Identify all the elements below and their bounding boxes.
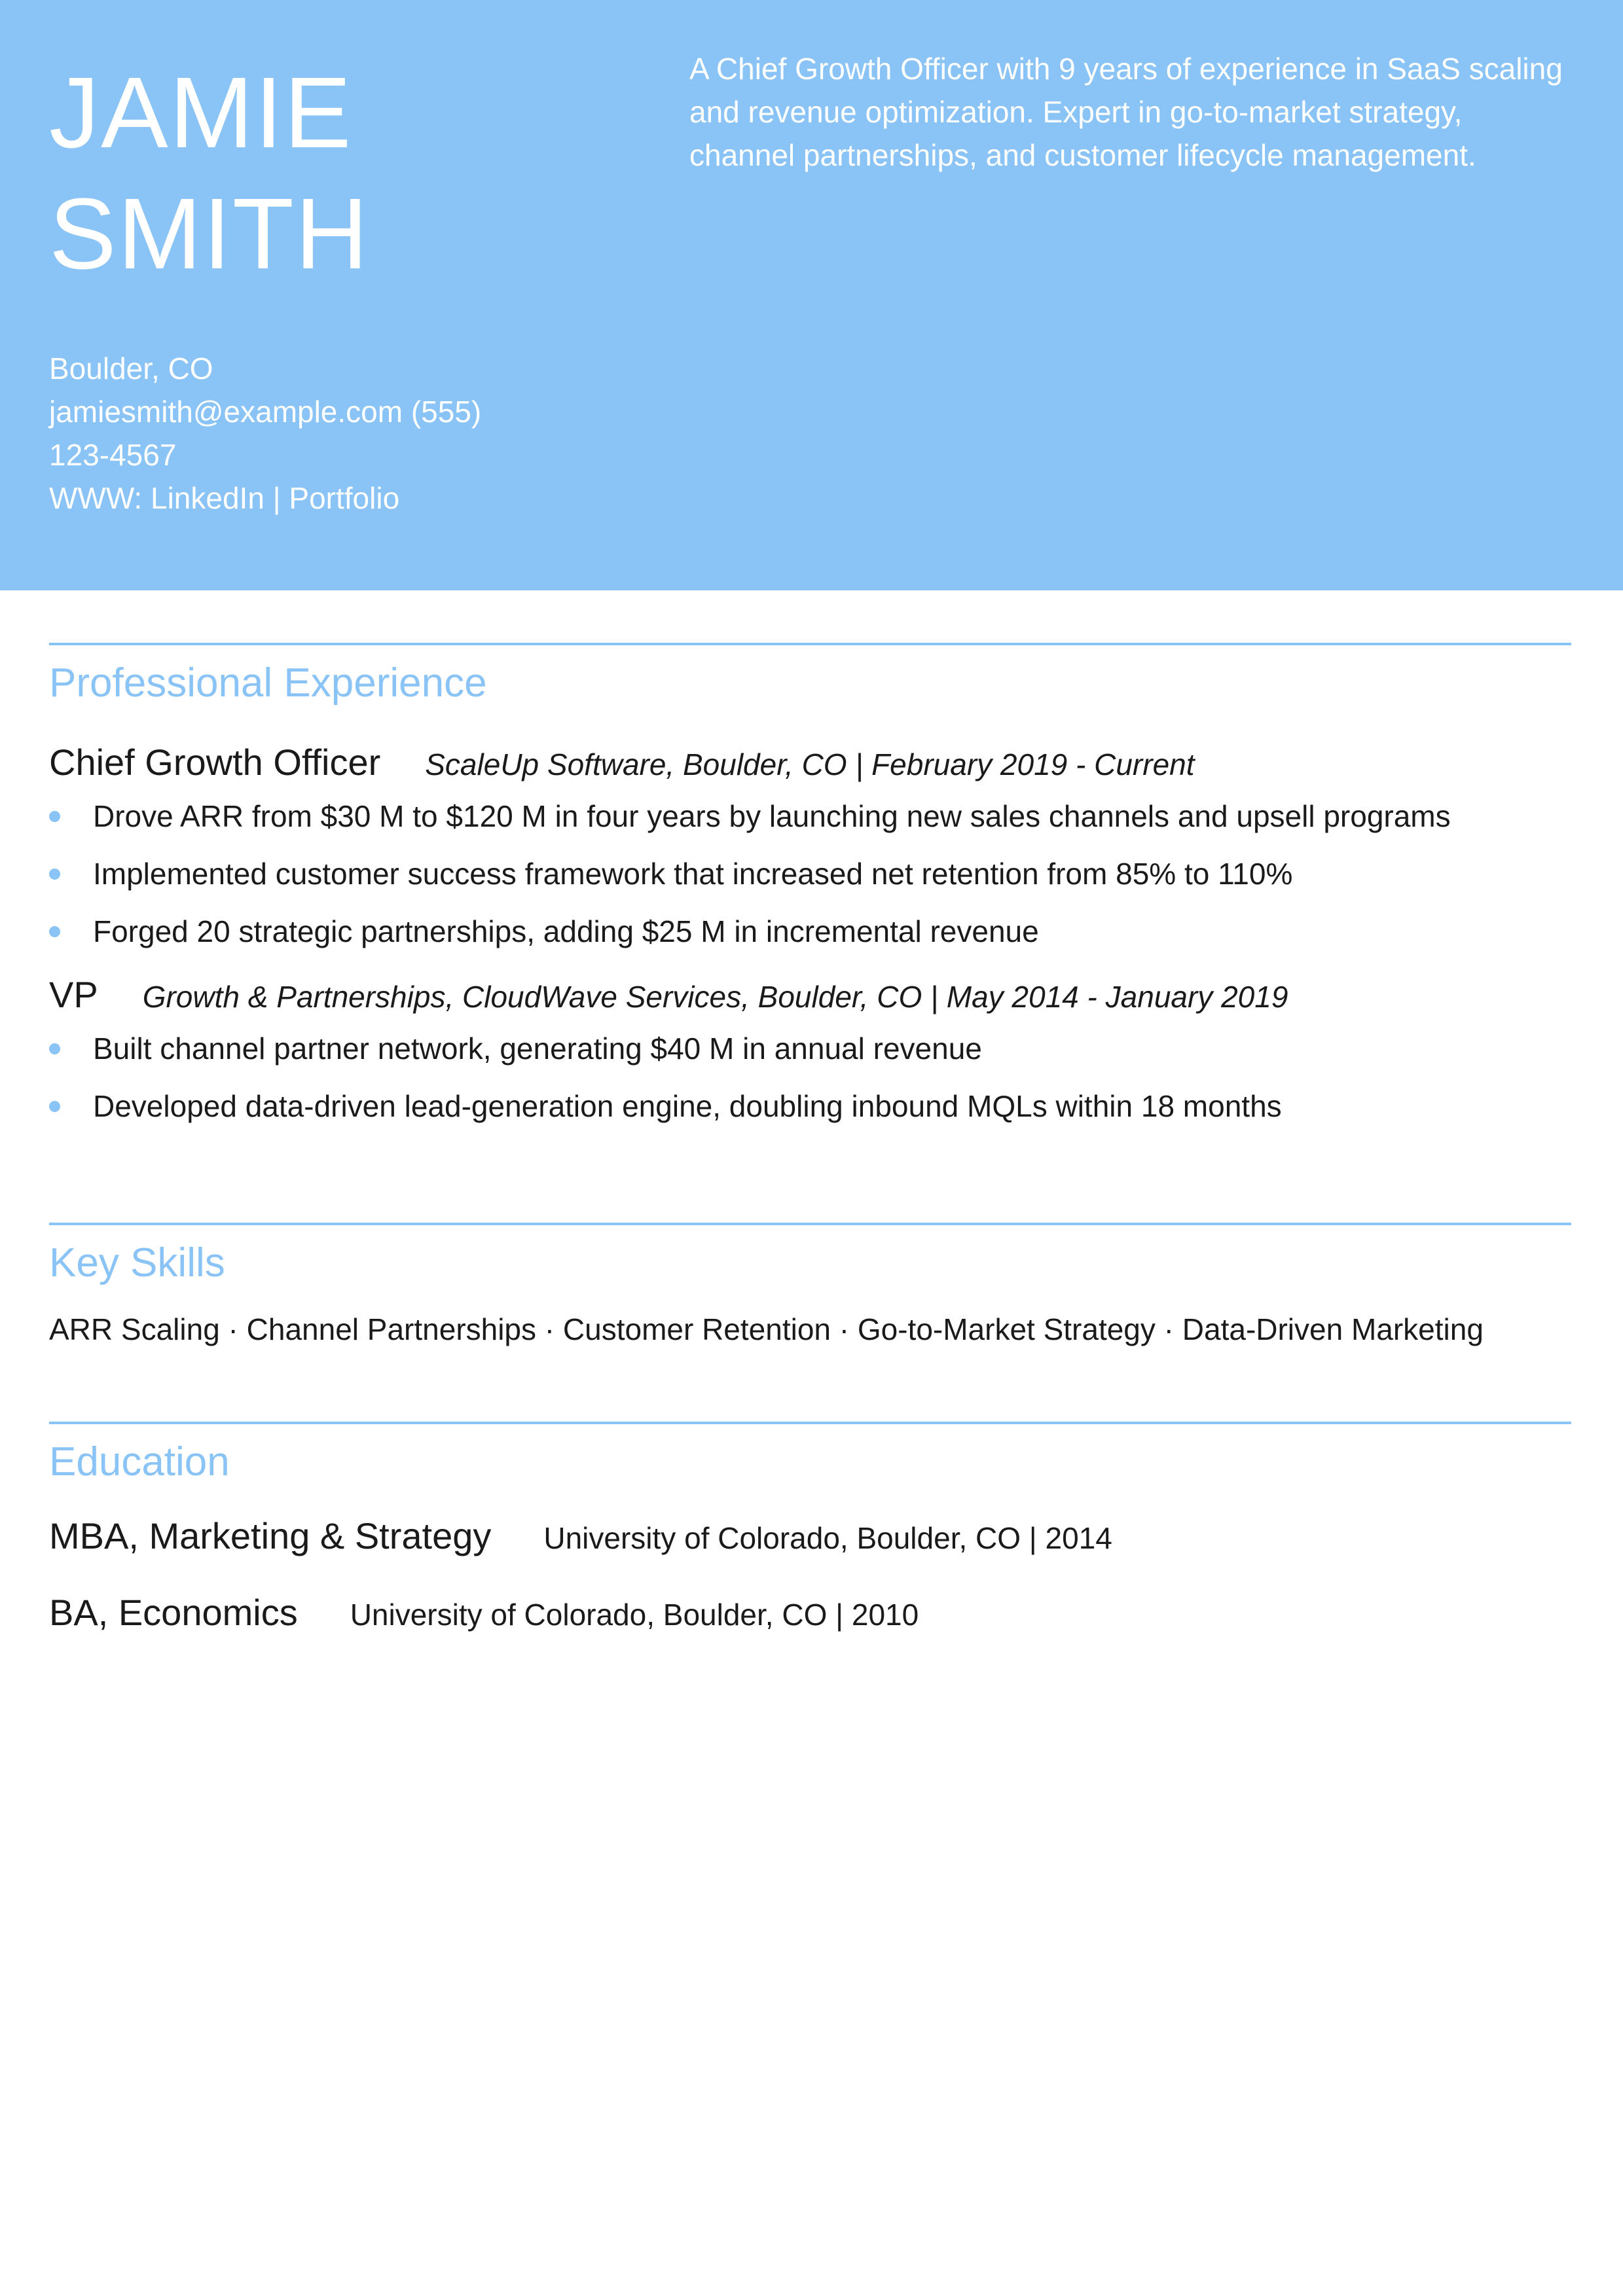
edu-school: University of Colorado, Boulder, CO | 2014 xyxy=(543,1521,1112,1555)
list-item: Implemented customer success framework that increased net retention from 85% to 110% xyxy=(49,845,1571,903)
job-entry xyxy=(49,973,1571,1135)
resume-header xyxy=(0,0,1623,590)
bullet-dot-icon xyxy=(49,1101,60,1112)
edu-school: University of Colorado, Boulder, CO | 2010 xyxy=(350,1598,919,1632)
skills-heading: Key Skills xyxy=(49,1240,225,1285)
contact-email-phone: jamiesmith@example.com (555) xyxy=(49,395,482,429)
bullet-dot-icon xyxy=(49,1043,60,1054)
bullet-dot-icon xyxy=(49,811,60,822)
job-role: Chief Growth Officer xyxy=(49,742,381,783)
profile-summary: A Chief Growth Officer with 9 years of experience in SaaS scaling and revenue optimization. Expert in go-to-market strategy, channel partnerships, and customer lifecycle management. xyxy=(689,52,1563,172)
job-header xyxy=(49,741,1571,783)
skills-list: ARR Scaling · Channel Partnerships · Customer Retention · Go-to-Market Strategy · Data-Driven Marketing xyxy=(49,1312,1484,1346)
education-section xyxy=(49,1422,1571,1634)
job-bullets xyxy=(49,787,1571,960)
education-entry xyxy=(49,1591,1571,1634)
experience-section xyxy=(49,643,1571,1135)
contact-web-links: WWW: LinkedIn | Portfolio xyxy=(49,481,400,515)
education-heading: Education xyxy=(49,1439,230,1484)
job-meta: ScaleUp Software, Boulder, CO | February 2019 - Current xyxy=(425,747,1195,781)
edu-degree: MBA, Marketing & Strategy xyxy=(49,1515,492,1556)
contact-location: Boulder, CO xyxy=(49,351,213,386)
list-item: Drove ARR from $30 M to $120 M in four years by launching new sales channels and upsell programs xyxy=(49,787,1571,845)
edu-degree: BA, Economics xyxy=(49,1592,298,1633)
job-header xyxy=(49,973,1571,1016)
section-divider xyxy=(49,1422,1571,1424)
job-bullets xyxy=(49,1020,1571,1135)
section-divider xyxy=(49,1223,1571,1225)
bullet-dot-icon xyxy=(49,926,60,937)
name-last: SMITH xyxy=(49,177,370,290)
job-meta: Growth & Partnerships, CloudWave Services, Boulder, CO | May 2014 - January 2019 xyxy=(142,980,1288,1014)
bullet-dot-icon xyxy=(49,869,60,880)
list-item: Forged 20 strategic partnerships, adding $25 M in incremental revenue xyxy=(49,903,1571,960)
education-entry xyxy=(49,1515,1571,1557)
job-role: VP xyxy=(49,974,98,1015)
section-divider xyxy=(49,643,1571,645)
candidate-name xyxy=(49,52,638,295)
contact-phone-cont: 123-4567 xyxy=(49,438,177,472)
list-item: Developed data-driven lead-generation engine, doubling inbound MQLs within 18 months xyxy=(49,1077,1571,1135)
job-entry xyxy=(49,741,1571,960)
contact-block xyxy=(49,347,507,520)
name-first: JAMIE xyxy=(49,56,353,169)
list-item: Built channel partner network, generating $40 M in annual revenue xyxy=(49,1020,1571,1077)
skills-section xyxy=(49,1223,1571,1351)
experience-heading: Professional Experience xyxy=(49,660,487,706)
